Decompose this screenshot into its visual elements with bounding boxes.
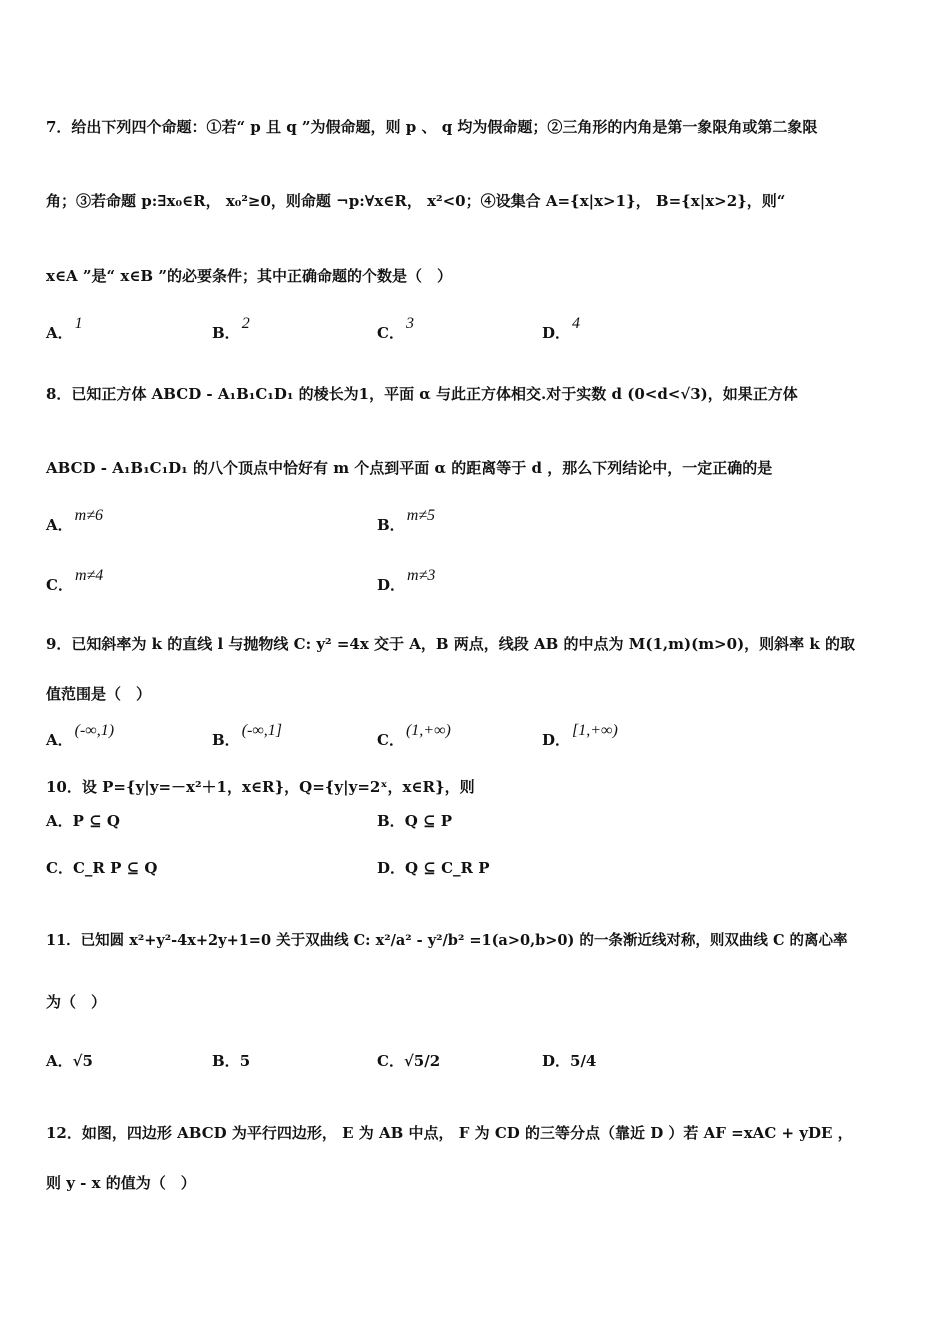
option-letter: B． [212, 324, 240, 342]
q12-line-2: 则 y - x 的值为（ ） [46, 1174, 196, 1192]
q7-line-1: 7．给出下列四个命题：①若“ p 且 q ”为假命题，则 p 、 q 均为假命题；②三角形的内角是第一象限角或第二象限 [46, 118, 818, 136]
q8-option-c[interactable] [46, 567, 105, 595]
option-value: 1 [74, 315, 83, 332]
option-value: 5 [239, 1052, 251, 1070]
option-value: Q ⊆ C_R P [405, 859, 490, 877]
q11-option-d[interactable] [542, 1050, 596, 1071]
option-value: (-∞,1] [241, 722, 282, 739]
option-letter: A． [46, 812, 73, 830]
q11-option-c[interactable] [377, 1050, 440, 1071]
option-value: m≠3 [407, 567, 436, 584]
q9-line-2: 值范围是（ ） [46, 685, 152, 703]
q8-line-1: 8．已知正方体 ABCD - A₁B₁C₁D₁ 的棱长为1，平面 α 与此正方体相交.对于实数 d (0<d<√3)，如果正方体 [46, 385, 798, 403]
option-value: m≠5 [406, 507, 436, 524]
q7-option-a[interactable] [46, 315, 85, 343]
q9-option-c[interactable] [377, 722, 453, 750]
option-letter: B． [212, 1052, 240, 1070]
option-letter: C． [46, 576, 73, 594]
option-letter: C． [46, 859, 73, 877]
q11-line-2: 为（ ） [46, 993, 107, 1011]
option-letter: C． [377, 1052, 404, 1070]
q11-line-1: 11．已知圆 x²+y²-4x+2y+1=0 关于双曲线 C: x²/a² - y²/b² =1(a>0,b>0) 的一条渐近线对称，则双曲线 C 的离心率 [46, 932, 848, 949]
q10-option-d[interactable] [377, 857, 490, 878]
q9-line-1: 9．已知斜率为 k 的直线 l 与抛物线 C: y² =4x 交于 A，B 两点，线段 AB 的中点为 M(1,m)(m>0)，则斜率 k 的取 [46, 635, 855, 653]
option-value: m≠6 [74, 507, 103, 524]
q7-line-3: x∈A ”是“ x∈B ”的必要条件；其中正确命题的个数是（ ） [46, 267, 452, 285]
option-value: 2 [241, 315, 250, 332]
option-letter: C． [377, 324, 404, 342]
q7-option-b[interactable] [212, 315, 252, 343]
option-letter: D． [542, 324, 571, 342]
q8-line-2: ABCD - A₁B₁C₁D₁ 的八个顶点中恰好有 m 个点到平面 α 的距离等于 d ，那么下列结论中，一定正确的是 [46, 459, 773, 477]
option-value: m≠4 [74, 567, 104, 584]
option-letter: D． [542, 1052, 571, 1070]
option-letter: D． [542, 731, 571, 749]
option-letter: B． [377, 516, 405, 534]
q10-option-a[interactable] [46, 810, 120, 831]
q9-option-b[interactable] [212, 722, 284, 750]
q9-option-a[interactable] [46, 722, 116, 750]
option-letter: D． [377, 576, 406, 594]
q11-option-b[interactable] [212, 1050, 250, 1071]
q7-option-d[interactable] [542, 315, 582, 343]
option-letter: D． [377, 859, 406, 877]
option-value: √5 [72, 1052, 93, 1070]
q8-option-d[interactable] [377, 567, 437, 595]
option-value: 4 [572, 315, 581, 332]
option-value: √5/2 [403, 1052, 441, 1070]
option-letter: A． [46, 731, 73, 749]
option-letter: A． [46, 1052, 73, 1070]
option-letter: B． [212, 731, 240, 749]
option-letter: A． [46, 516, 73, 534]
option-letter: C． [377, 731, 404, 749]
q10-line-1: 10．设 P={y|y=－x²＋1，x∈R}，Q={y|y=2ˣ，x∈R}，则 [46, 778, 475, 796]
option-value: (-∞,1) [74, 722, 115, 739]
option-value: P ⊆ Q [72, 812, 120, 830]
q8-option-a[interactable] [46, 507, 105, 535]
q8-option-b[interactable] [377, 507, 437, 535]
q11-option-a[interactable] [46, 1050, 93, 1071]
q12-line-1: 12．如图，四边形 ABCD 为平行四边形， E 为 AB 中点， F 为 CD 的三等分点（靠近 D ）若 AF =xAC + yDE ， [46, 1124, 853, 1142]
option-value: C_R P ⊆ Q [72, 859, 158, 877]
q7-option-c[interactable] [377, 315, 416, 343]
q9-option-d[interactable] [542, 722, 620, 750]
option-value: [1,+∞) [572, 722, 618, 739]
option-value: 5/4 [570, 1052, 597, 1070]
option-letter: B． [377, 812, 405, 830]
option-value: Q ⊆ P [404, 812, 453, 830]
option-letter: A． [46, 324, 73, 342]
q10-option-b[interactable] [377, 810, 452, 831]
q10-option-c[interactable] [46, 857, 157, 878]
option-value: 3 [405, 315, 414, 332]
q7-line-2: 角；③若命题 p:∃x₀∈R， x₀²≥0，则命题 ¬p:∀x∈R， x²<0；④设集合 A={x|x>1}， B={x|x>2}，则“ [46, 192, 786, 210]
option-value: (1,+∞) [405, 722, 451, 739]
